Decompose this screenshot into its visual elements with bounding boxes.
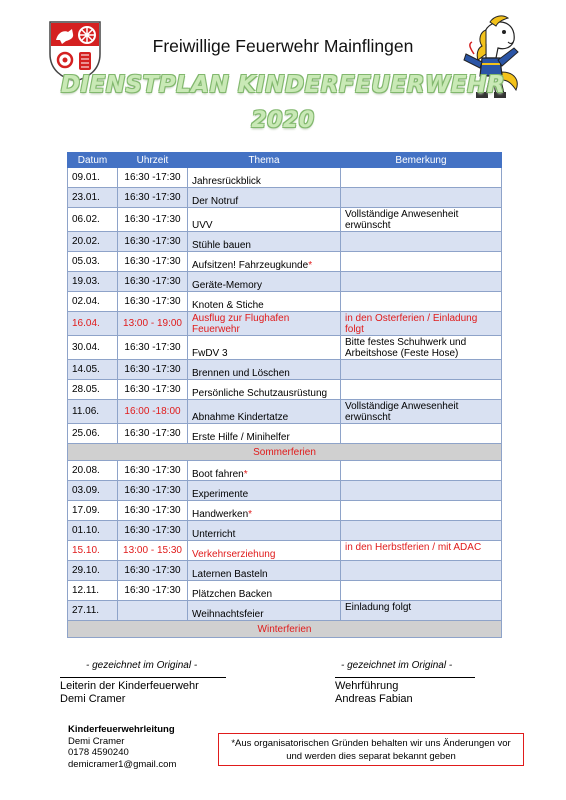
cell-topic-text: Persönliche Schutzausrüstung: [192, 388, 328, 399]
cell-time: [118, 272, 188, 292]
cell-time-text: 16:30 -17:30: [124, 428, 181, 439]
table-row: [68, 541, 502, 561]
cell-date-text: 25.06.: [72, 428, 100, 439]
cell-topic-text: Der Notruf: [192, 196, 239, 207]
cell-remark: [341, 380, 502, 400]
cell-date-text: 01.10.: [72, 525, 100, 536]
cell-remark: [341, 360, 502, 380]
table-row: [68, 380, 502, 400]
cell-topic-text: Brennen und Löschen: [192, 368, 290, 379]
cell-date: [68, 312, 118, 336]
cell-topic: [188, 188, 341, 208]
contact-name: Demi Cramer: [68, 735, 125, 747]
cell-date: [68, 232, 118, 252]
cell-time-text: 16:30 -17:30: [124, 256, 181, 267]
cell-time-text: 16:30 -17:30: [124, 565, 181, 576]
table-row: [68, 336, 502, 360]
table-row: [68, 208, 502, 232]
cell-topic: [188, 541, 341, 561]
cell-topic-text: Erste Hilfe / Minihelfer: [192, 432, 290, 443]
cell-topic-text: Experimente: [192, 489, 249, 500]
cell-topic: [188, 336, 341, 360]
table-header-row: [68, 153, 502, 168]
banner-title: DIENSTPLAN KINDERFEUERWEHR: [60, 72, 506, 98]
cell-time-text: 16:30 -17:30: [124, 236, 181, 247]
schedule-table: [67, 152, 502, 638]
cell-time: [118, 336, 188, 360]
cell-date: [68, 400, 118, 424]
cell-topic: [188, 521, 341, 541]
cell-time-text: 16:30 -17:30: [124, 192, 181, 203]
cell-date-text: 09.01.: [72, 172, 100, 183]
cell-date-text: 02.04.: [72, 296, 100, 307]
cell-topic: [188, 380, 341, 400]
table-row: [68, 168, 502, 188]
cell-time-text: 16:30 -17:30: [124, 505, 181, 516]
footnote-star: *: [308, 260, 313, 271]
cell-date-text: 28.05.: [72, 384, 100, 395]
cell-topic: [188, 252, 341, 272]
cell-date-text: 19.03.: [72, 276, 100, 287]
cell-date-text: 17.09.: [72, 505, 100, 516]
cell-date-text: 14.05.: [72, 364, 100, 375]
signature-note: - gezeichnet im Original -: [341, 660, 453, 671]
cell-time-text: 13:00 - 19:00: [123, 318, 182, 329]
signature-role: Wehrführung: [335, 680, 399, 692]
cell-topic: [188, 272, 341, 292]
contact-email: demicramer1@gmail.com: [68, 758, 177, 770]
cell-time: [118, 312, 188, 336]
cell-time-text: 16:30 -17:30: [124, 585, 181, 596]
cell-topic: [188, 400, 341, 424]
cell-topic-text: Laternen Basteln: [192, 569, 268, 580]
cell-date: [68, 292, 118, 312]
table-row: [68, 312, 502, 336]
cell-remark: [341, 168, 502, 188]
cell-date: [68, 581, 118, 601]
cell-date-text: 03.09.: [72, 485, 100, 496]
table-row: [68, 292, 502, 312]
cell-date-text: 27.11.: [72, 605, 100, 616]
cell-time-text: 16:30 -17:30: [124, 342, 181, 353]
cell-time: [118, 521, 188, 541]
cell-time: [118, 424, 188, 444]
cell-remark: [341, 601, 502, 621]
table-row: [68, 360, 502, 380]
cell-topic: [188, 312, 341, 336]
cell-time: [118, 168, 188, 188]
contact-block: [68, 724, 176, 770]
cell-date: [68, 360, 118, 380]
col-header-time: Uhrzeit: [118, 153, 188, 168]
cell-time: [118, 501, 188, 521]
cell-topic: [188, 360, 341, 380]
cell-topic-text: FwDV 3: [192, 348, 228, 359]
cell-time-text: 16:30 -17:30: [124, 214, 181, 225]
cell-remark-text: in den Herbstferien / mit ADAC: [345, 542, 482, 553]
cell-time: [118, 581, 188, 601]
holiday-label: Sommerferien: [68, 444, 502, 461]
cell-date: [68, 501, 118, 521]
signature-name: Andreas Fabian: [335, 693, 413, 705]
table-row: [68, 461, 502, 481]
cell-remark: [341, 252, 502, 272]
cell-time-text: 16:30 -17:30: [124, 296, 181, 307]
cell-time-text: 16:30 -17:30: [124, 172, 181, 183]
cell-topic-text: Unterricht: [192, 529, 236, 540]
cell-topic-text: Knoten & Stiche: [192, 300, 264, 311]
cell-remark: [341, 208, 502, 232]
signature-note: - gezeichnet im Original -: [86, 660, 198, 671]
cell-topic: [188, 232, 341, 252]
cell-time: [118, 461, 188, 481]
cell-time: [118, 541, 188, 561]
cell-remark-text: Bitte festes Schuhwerk und Arbeitshose (Feste Hose): [345, 337, 467, 359]
table-row: [68, 481, 502, 501]
col-header-date: Datum: [68, 153, 118, 168]
table-row: [68, 601, 502, 621]
cell-remark: [341, 461, 502, 481]
cell-time-text: 16:30 -17:30: [124, 276, 181, 287]
cell-topic-text: Jahresrückblick: [192, 176, 261, 187]
cell-time-text: 16:30 -17:30: [124, 485, 181, 496]
cell-topic: [188, 601, 341, 621]
cell-date: [68, 168, 118, 188]
cell-remark-text: Vollständige Anwesenheit erwünscht: [345, 209, 459, 231]
cell-date: [68, 561, 118, 581]
cell-topic: [188, 292, 341, 312]
table-row: [68, 561, 502, 581]
cell-time: [118, 481, 188, 501]
cell-topic-text: Aufsitzen! Fahrzeugkunde: [192, 260, 309, 271]
cell-remark: [341, 292, 502, 312]
cell-time: [118, 601, 188, 621]
signature-name: Demi Cramer: [60, 693, 126, 705]
cell-time-text: 16:30 -17:30: [124, 384, 181, 395]
signature-line: [60, 677, 226, 678]
cell-date: [68, 461, 118, 481]
table-row: [68, 252, 502, 272]
table-row: [68, 424, 502, 444]
cell-date: [68, 208, 118, 232]
cell-date: [68, 272, 118, 292]
notice-box: *Aus organisatorischen Gründen behalten wir uns Änderungen vor und werden dies separat bekannt geben: [218, 733, 524, 766]
cell-topic-text: Boot fahren: [192, 469, 244, 480]
table-row: [68, 501, 502, 521]
signature-line: [335, 677, 475, 678]
cell-topic-text: UVV: [192, 220, 213, 231]
cell-topic-text: Abnahme Kindertatze: [192, 412, 289, 423]
cell-remark: [341, 561, 502, 581]
cell-topic-text: Geräte-Memory: [192, 280, 263, 291]
cell-date: [68, 188, 118, 208]
cell-topic: [188, 168, 341, 188]
holiday-separator-row: [68, 444, 502, 461]
holiday-label: Winterferien: [68, 621, 502, 638]
table-row: [68, 400, 502, 424]
cell-date-text: 12.11.: [72, 585, 100, 596]
cell-time-text: 16:30 -17:30: [124, 525, 181, 536]
table-row: [68, 272, 502, 292]
cell-topic-text: Handwerken: [192, 509, 249, 520]
footnote-star: *: [248, 509, 253, 520]
cell-date-text: 15.10.: [72, 545, 100, 556]
table-row: [68, 521, 502, 541]
cell-time: [118, 208, 188, 232]
cell-topic-text: Verkehrserziehung: [192, 549, 276, 560]
signature-left: [60, 660, 226, 705]
cell-date: [68, 521, 118, 541]
cell-remark-text: Einladung folgt: [345, 602, 412, 613]
table-row: [68, 581, 502, 601]
cell-date-text: 20.08.: [72, 465, 100, 476]
cell-remark-text: Vollständige Anwesenheit erwünscht: [345, 401, 459, 423]
cell-date: [68, 380, 118, 400]
cell-time: [118, 380, 188, 400]
cell-remark: [341, 501, 502, 521]
cell-remark: [341, 400, 502, 424]
cell-topic: [188, 581, 341, 601]
cell-topic-text: Plätzchen Backen: [192, 589, 273, 600]
cell-topic-text: Weihnachtsfeier: [192, 609, 264, 620]
holiday-separator-row: [68, 621, 502, 638]
cell-date: [68, 481, 118, 501]
cell-remark: [341, 521, 502, 541]
cell-time: [118, 252, 188, 272]
cell-date-text: 11.06.: [72, 406, 100, 417]
cell-date: [68, 601, 118, 621]
cell-time-text: 16:30 -17:30: [124, 465, 181, 476]
cell-time-text: 16:00 -18:00: [124, 406, 181, 417]
footnote-star: *: [243, 469, 248, 480]
contact-title: Kinderfeuerwehrleitung: [68, 724, 175, 735]
cell-remark: [341, 481, 502, 501]
cell-time: [118, 232, 188, 252]
cell-topic: [188, 501, 341, 521]
cell-topic-text: Ausflug zur Flughafen Feuerwehr: [192, 313, 290, 335]
cell-time: [118, 561, 188, 581]
signature-role: Leiterin der Kinderfeuerwehr: [60, 680, 199, 692]
cell-topic: [188, 461, 341, 481]
cell-time: [118, 188, 188, 208]
col-header-remark: Bemerkung: [341, 153, 502, 168]
cell-remark: [341, 232, 502, 252]
cell-remark-text: in den Osterferien / Einladung folgt: [345, 313, 478, 335]
cell-date-text: 06.02.: [72, 214, 100, 225]
cell-remark: [341, 424, 502, 444]
signature-right: [335, 660, 475, 705]
cell-remark: [341, 188, 502, 208]
cell-date: [68, 252, 118, 272]
cell-topic: [188, 208, 341, 232]
cell-remark: [341, 312, 502, 336]
cell-time-text: 13:00 - 15:30: [123, 545, 182, 556]
cell-date-text: 23.01.: [72, 192, 100, 203]
cell-topic: [188, 561, 341, 581]
cell-remark: [341, 541, 502, 561]
cell-time: [118, 400, 188, 424]
cell-remark: [341, 336, 502, 360]
cell-time: [118, 292, 188, 312]
cell-remark: [341, 581, 502, 601]
cell-date: [68, 336, 118, 360]
cell-topic: [188, 424, 341, 444]
contact-phone: 0178 4590240: [68, 747, 129, 758]
cell-date-text: 16.04.: [72, 318, 100, 329]
cell-topic: [188, 481, 341, 501]
cell-remark: [341, 272, 502, 292]
cell-time-text: 16:30 -17:30: [124, 364, 181, 375]
cell-date: [68, 424, 118, 444]
cell-date-text: 05.03.: [72, 256, 100, 267]
cell-date-text: 30.04.: [72, 342, 100, 353]
cell-date-text: 29.10.: [72, 565, 100, 576]
cell-date: [68, 541, 118, 561]
cell-topic-text: Stühle bauen: [192, 240, 251, 251]
cell-date-text: 20.02.: [72, 236, 100, 247]
table-row: [68, 188, 502, 208]
org-title: Freiwillige Feuerwehr Mainflingen: [152, 36, 414, 56]
banner-year: 2020: [251, 108, 315, 133]
table-row: [68, 232, 502, 252]
col-header-topic: Thema: [188, 153, 341, 168]
cell-time: [118, 360, 188, 380]
